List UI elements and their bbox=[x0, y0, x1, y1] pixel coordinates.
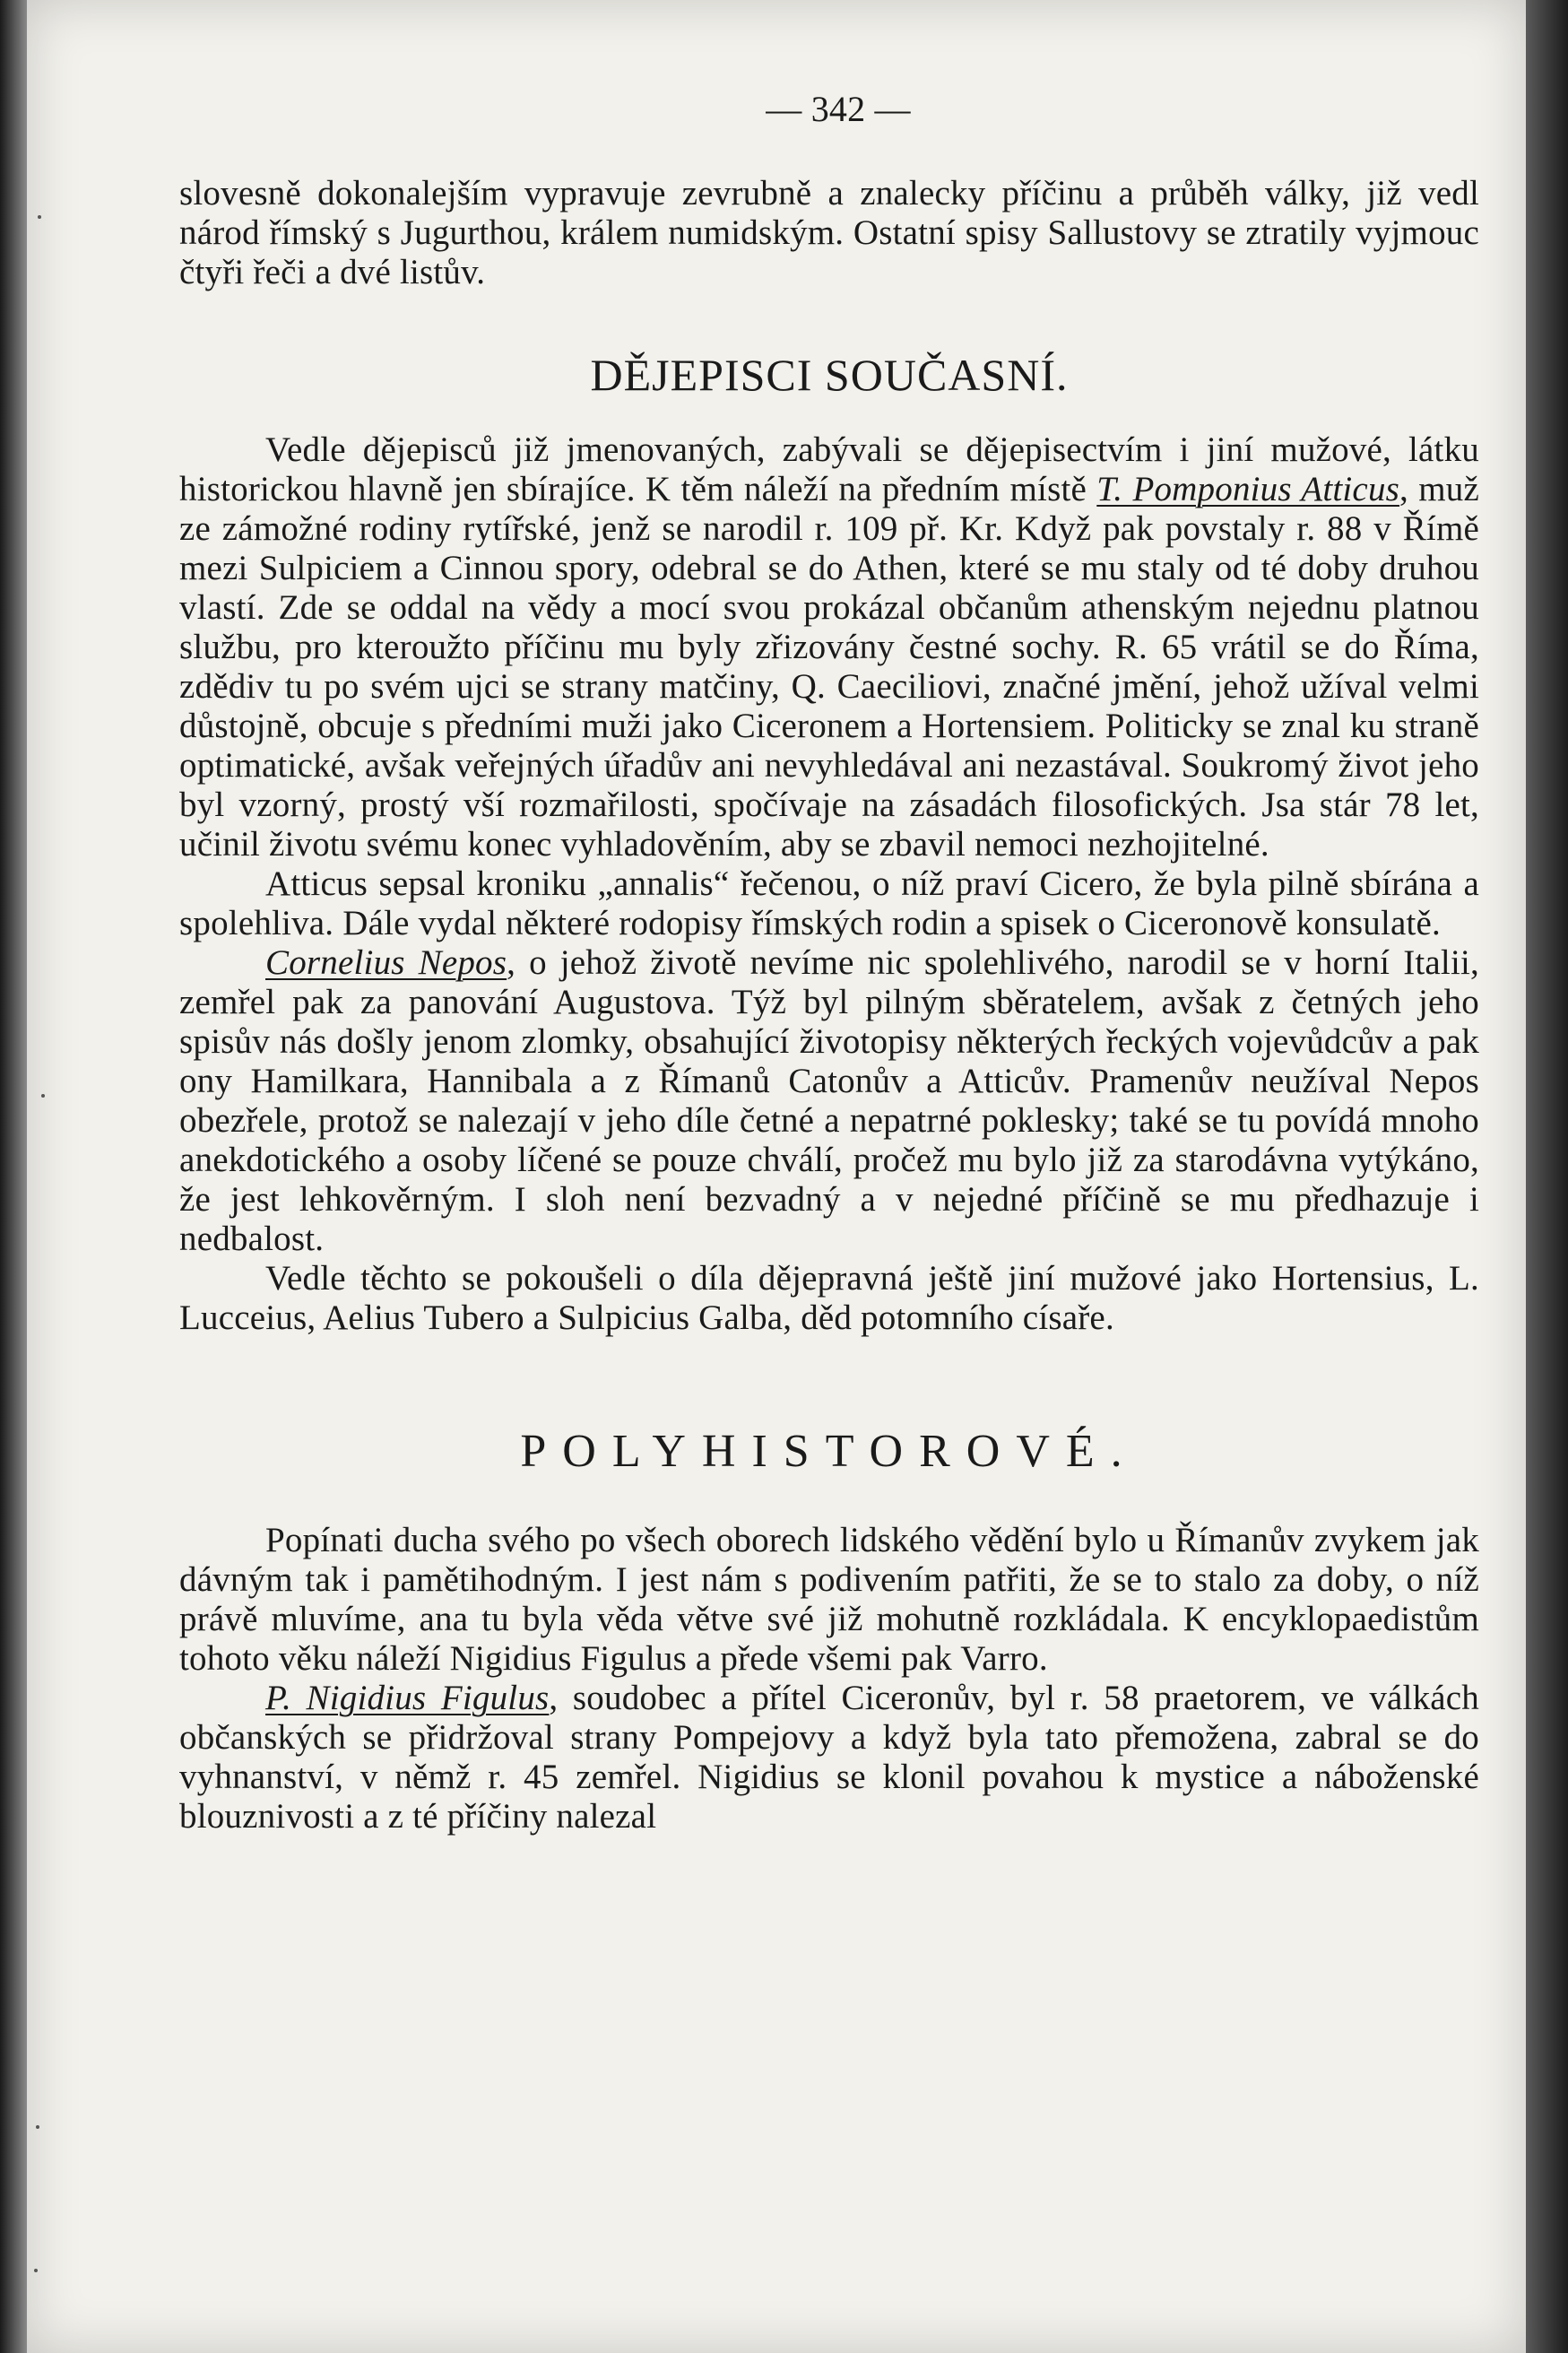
paragraph-text: , soudobec a přítel Ciceronův, byl r. 58 praetorem, ve válkách občanských se přidržoval strany Pompejovy a když byla tato přemožena, zabral se do vyhnanství, v němž r. 45 zemřel. Nigidius se klonil povahou k mystice a náboženské blouznivosti a z té příčiny nalezal bbox=[179, 1679, 1479, 1836]
section-heading-dejepisci: DĚJEPISCI SOUČASNÍ. bbox=[590, 350, 1069, 400]
scan-speck bbox=[38, 215, 41, 219]
scan-left-edge bbox=[0, 0, 27, 2353]
paragraph-others: Vedle těchto se pokoušeli o díla dějepravná ještě jiní mužové jako Hortensius, L. Lucceius, Aelius Tubero a Sulpicius Galba, děd potomního císaře. bbox=[179, 1259, 1479, 1337]
paragraph-atticus bbox=[179, 430, 1479, 864]
scan-right-edge bbox=[1526, 0, 1568, 2353]
page-content bbox=[179, 90, 1479, 1836]
book-page bbox=[27, 0, 1526, 2353]
person-name-atticus: T. Pomponius Atticus bbox=[1096, 470, 1400, 508]
paragraph-figulus bbox=[179, 1679, 1479, 1836]
paragraph-nepos bbox=[179, 943, 1479, 1259]
scan-speck bbox=[34, 2269, 38, 2272]
person-name-figulus: P. Nigidius Figulus bbox=[265, 1679, 550, 1717]
paragraph-text: Vedle dějepisců již jmenovaných, zabývali se dějepisectvím i jiní mužové, látku historickou hlavně jen sbírajíce. K těm náleží na předním místě bbox=[179, 430, 1479, 508]
paragraph-atticus-works: Atticus sepsal kroniku „annalis“ řečenou, o níž praví Cicero, že byla pilně sbírána a spolehliva. Dále vydal některé rodopisy římských rodin a spisek o Ciceronově konsulatě. bbox=[179, 864, 1479, 942]
scan-speck bbox=[36, 2125, 39, 2129]
person-name-nepos: Cornelius Nepos bbox=[265, 943, 507, 982]
paragraph-text: , muž ze zámožné rodiny rytířské, jenž se narodil r. 109 př. Kr. Když pak povstaly r. 88 v Římě mezi Sulpiciem a Cinnou spory, odebral se do Athen, které se mu staly od té doby druhou vlastí. Zde se oddal na vědy a mocí svou prokázal občanům athenským nejednu platnou službu, pro kteroužto příčinu mu byly zřizovány čestné sochy. R. 65 vrátil se do Říma, zdědiv tu po svém ujci se strany matčiny, Q. Caeciliovi, značné jmění, jehož užíval velmi důstojně, obcuje s předními muži jako Ciceronem a Hortensiem. Politicky se znal ku straně optimatické, avšak veřejných úřadův ani nevyhledával ani nezastával. Soukromý život jeho byl vzorný, prostý vší rozmařilosti, spočívaje na zásadách filosofických. Jsa stár 78 let, učinil životu svému konec vyhladověním, aby se zbavil nemoci nezhojitelné. bbox=[179, 470, 1479, 864]
paragraph-polyhistors: Popínati ducha svého po všech oborech lidského vědění bylo u Římanův zvykem jak dávným tak i pamětihodným. I jest nám s podivením patřiti, že se to stalo za doby, o níž právě mluvíme, ana tu byla věda větve své již mohutně rozkládala. K encyklopaedistům tohoto věku náleží Nigidius Figulus a přede všemi pak Varro. bbox=[179, 1521, 1479, 1678]
section-heading-polyhistorove: POLYHISTOROVÉ. bbox=[520, 1426, 1139, 1477]
paragraph-continued: slovesně dokonalejším vypravuje zevrubně a znalecky příčinu a průběh války, již vedl národ římský s Jugurthou, králem numidským. Ostatní spisy Sallustovy se ztratily vyjmouc čtyři řeči a dvé listův. bbox=[179, 174, 1479, 291]
paragraph-text: , o jehož životě nevíme nic spolehlivého, narodil se v horní Italii, zemřel pak za panování Augustova. Týž byl pilným sběratelem, avšak z četných jeho spisův nás došly jenom zlomky, obsahující životopisy některých řeckých vojevůdcův a pak ony Hamilkara, Hannibala a z Římanů Catonův a Atticův. Pramenův neužíval Nepos obezřele, protož se nalezají v jeho díle četné a nepatrné poklesky; také se tu povídá mnoho anekdotického a osoby líčené se pouze chválí, pročež mu bylo již za starodávna vytýkáno, že jest lehkověrným. I sloh není bezvadný a v nejedné příčině se mu předhazuje i nedbalost. bbox=[179, 943, 1479, 1258]
page-number: — 342 — bbox=[766, 89, 911, 129]
scan-speck bbox=[41, 1094, 45, 1098]
